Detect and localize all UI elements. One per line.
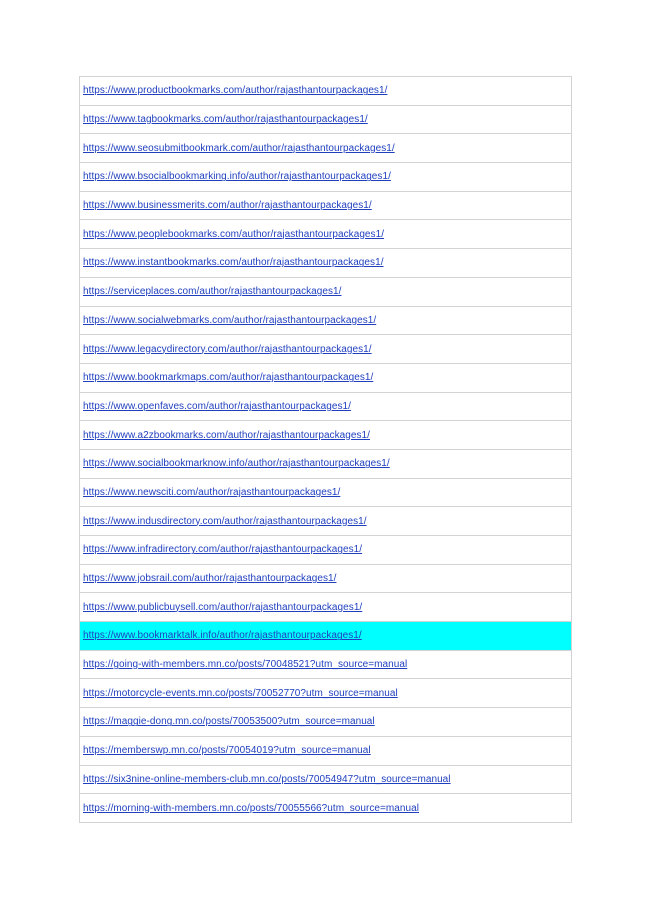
url-link[interactable]: https://www.socialwebmarks.com/author/rajasthantourpackages1/ xyxy=(83,314,377,326)
url-link[interactable]: https://memberswp.mn.co/posts/70054019?utm_source=manual xyxy=(83,745,371,757)
url-link[interactable]: https://www.openfaves.com/author/rajasthantourpackages1/ xyxy=(83,400,351,412)
url-link[interactable]: https://www.instantbookmarks.com/author/rajasthantourpackages1/ xyxy=(83,257,384,269)
table-row xyxy=(80,679,571,708)
table-row xyxy=(80,249,571,278)
url-link[interactable]: https://www.socialbookmarknow.info/author/rajasthantourpackages1/ xyxy=(83,458,390,470)
table-row xyxy=(80,536,571,565)
url-link[interactable]: https://six3nine-online-members-club.mn.co/posts/70054947?utm_source=manual xyxy=(83,773,451,785)
table-row xyxy=(80,163,571,192)
url-link[interactable]: https://www.legacydirectory.com/author/rajasthantourpackages1/ xyxy=(83,343,372,355)
url-link[interactable]: https://www.seosubmitbookmark.com/author/rajasthantourpackages1/ xyxy=(83,142,395,154)
url-link[interactable]: https://www.indusdirectory.com/author/rajasthantourpackages1/ xyxy=(83,515,367,527)
table-row xyxy=(80,421,571,450)
table-row xyxy=(80,766,571,795)
table-row xyxy=(80,565,571,594)
table-row xyxy=(80,192,571,221)
table-row xyxy=(80,134,571,163)
url-link[interactable]: https://www.bsocialbookmarking.info/author/rajasthantourpackages1/ xyxy=(83,171,391,183)
url-link[interactable]: https://going-with-members.mn.co/posts/70048521?utm_source=manual xyxy=(83,659,408,671)
url-link[interactable]: https://www.bookmarktalk.info/author/rajasthantourpackages1/ xyxy=(83,630,362,642)
table-row xyxy=(80,278,571,307)
table-row xyxy=(80,450,571,479)
url-link[interactable]: https://www.jobsrail.com/author/rajasthantourpackages1/ xyxy=(83,573,337,585)
table-row xyxy=(80,794,571,823)
table-row xyxy=(80,708,571,737)
table-row xyxy=(80,335,571,364)
url-link[interactable]: https://www.peoplebookmarks.com/author/rajasthantourpackages1/ xyxy=(83,228,385,240)
url-link[interactable]: https://www.publicbuysell.com/author/rajasthantourpackages1/ xyxy=(83,601,363,613)
table-row xyxy=(80,106,571,135)
url-link[interactable]: https://www.tagbookmarks.com/author/rajasthantourpackages1/ xyxy=(83,114,368,126)
table-row xyxy=(80,220,571,249)
url-link[interactable]: https://www.newsciti.com/author/rajasthantourpackages1/ xyxy=(83,486,341,498)
table-row xyxy=(80,364,571,393)
table-row xyxy=(80,651,571,680)
link-table xyxy=(79,76,572,823)
table-row xyxy=(80,77,571,106)
url-link[interactable]: https://www.productbookmarks.com/author/rajasthantourpackages1/ xyxy=(83,85,388,97)
table-row xyxy=(80,507,571,536)
url-link[interactable]: https://motorcycle-events.mn.co/posts/70052770?utm_source=manual xyxy=(83,687,398,699)
table-row xyxy=(80,737,571,766)
table-row xyxy=(80,479,571,508)
table-row xyxy=(80,393,571,422)
url-link[interactable]: https://www.businessmerits.com/author/rajasthantourpackages1/ xyxy=(83,200,372,212)
url-link[interactable]: https://www.a2zbookmarks.com/author/rajasthantourpackages1/ xyxy=(83,429,370,441)
url-link[interactable]: https://www.infradirectory.com/author/rajasthantourpackages1/ xyxy=(83,544,363,556)
url-link[interactable]: https://serviceplaces.com/author/rajasthantourpackages1/ xyxy=(83,286,342,298)
table-row xyxy=(80,593,571,622)
url-link[interactable]: https://morning-with-members.mn.co/posts/70055566?utm_source=manual xyxy=(83,802,420,814)
url-link[interactable]: https://www.bookmarkmaps.com/author/rajasthantourpackages1/ xyxy=(83,372,374,384)
url-link[interactable]: https://maggie-dong.mn.co/posts/70053500?utm_source=manual xyxy=(83,716,375,728)
table-row xyxy=(80,307,571,336)
table-row-highlighted xyxy=(80,622,571,651)
